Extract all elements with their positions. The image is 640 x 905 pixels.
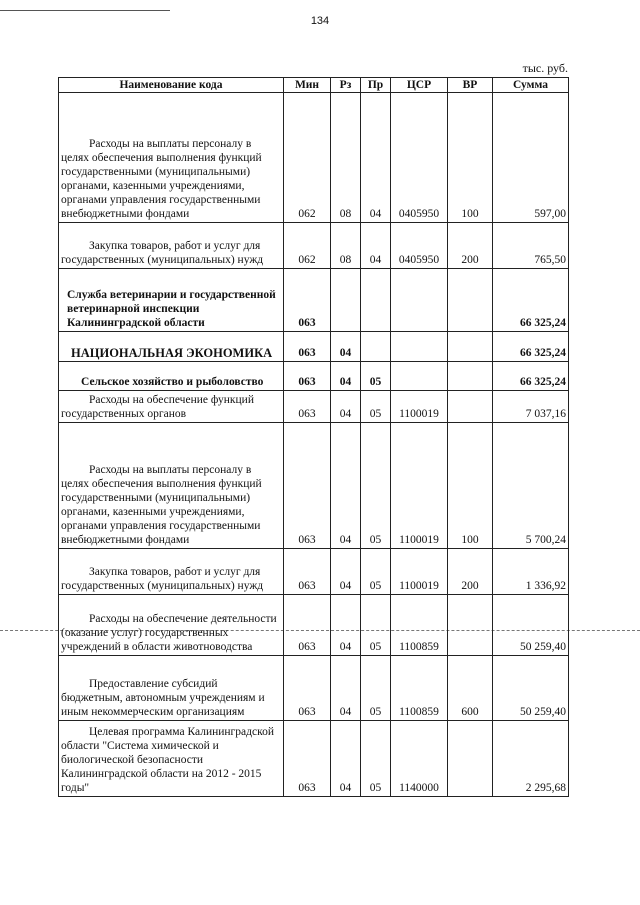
row-rz: 08 [331,93,361,223]
row-csr: 0405950 [391,93,448,223]
row-name-cell [59,223,284,269]
scan-edge-line [0,10,170,11]
col-header-name: Наименование кода [59,78,284,93]
row-pr: 04 [361,223,391,269]
row-name: Расходы на выплаты персоналу в целях обеспечения выполнения функций государственными (муниципальными) органами, казенными учреждениями, органами управления государственными внебюджетными фондами [61,138,262,220]
row-rz: 04 [331,549,361,595]
row-pr: 05 [361,391,391,423]
row-min: 063 [284,269,331,332]
row-csr: 1100859 [391,656,448,721]
row-rz: 04 [331,391,361,423]
row-csr: 1100859 [391,595,448,656]
row-name: Предоставление субсидий бюджетным, автономным учреждениям и иным некоммерческим организациям [61,678,265,718]
row-min: 063 [284,332,331,362]
col-header-vr: ВР [448,78,493,93]
row-min: 063 [284,656,331,721]
row-min: 063 [284,721,331,797]
row-vr [448,269,493,332]
row-pr [361,332,391,362]
row-vr: 600 [448,656,493,721]
col-header-min: Мин [284,78,331,93]
row-rz: 04 [331,423,361,549]
table-row [59,721,569,797]
row-sum: 1 336,92 [493,549,569,595]
row-rz [331,269,361,332]
row-name: Целевая программа Калининградской области "Система химической и биологической безопасности Калининградской области на 2012 - 2015 годы" [61,726,274,794]
row-vr: 200 [448,549,493,595]
row-vr [448,595,493,656]
row-vr [448,721,493,797]
row-pr: 05 [361,721,391,797]
budget-table [58,77,569,797]
row-sum: 7 037,16 [493,391,569,423]
row-name-cell [59,362,284,391]
row-rz: 04 [331,721,361,797]
row-name-cell [59,93,284,223]
row-vr [448,332,493,362]
row-name-cell [59,549,284,595]
row-name: Расходы на обеспечение функций государственных органов [61,394,254,420]
row-pr: 05 [361,362,391,391]
row-csr: 1140000 [391,721,448,797]
table-row [59,93,569,223]
row-sum: 50 259,40 [493,595,569,656]
row-name-cell [59,423,284,549]
row-min: 062 [284,223,331,269]
row-sum: 2 295,68 [493,721,569,797]
row-name-cell [59,656,284,721]
row-csr: 0405950 [391,223,448,269]
row-sum: 597,00 [493,93,569,223]
row-name-cell [59,332,284,362]
row-name: НАЦИОНАЛЬНАЯ ЭКОНОМИКА [71,346,273,360]
row-rz: 04 [331,332,361,362]
row-pr [361,269,391,332]
row-sum: 66 325,24 [493,332,569,362]
row-csr [391,362,448,391]
row-sum: 5 700,24 [493,423,569,549]
table-row [59,595,569,656]
table-row-section-total [59,332,569,362]
units-label: тыс. руб. [522,61,568,75]
col-header-sum: Сумма [493,78,569,93]
row-name-cell [59,269,284,332]
row-min: 063 [284,391,331,423]
row-name: Сельское хозяйство и рыболовство [81,376,264,388]
row-pr: 05 [361,656,391,721]
row-name: Расходы на выплаты персоналу в целях обеспечения выполнения функций государственными (муниципальными) органами, казенными учреждениями, органами управления государственными внебюджетными фондами [61,464,262,546]
col-header-csr: ЦСР [391,78,448,93]
table-row [59,423,569,549]
row-rz: 04 [331,595,361,656]
row-pr: 05 [361,549,391,595]
row-rz: 04 [331,362,361,391]
row-pr: 05 [361,595,391,656]
row-csr: 1100019 [391,549,448,595]
table-row-subsection-total [59,362,569,391]
row-sum: 66 325,24 [493,269,569,332]
row-csr [391,332,448,362]
row-sum: 50 259,40 [493,656,569,721]
table-row [59,549,569,595]
row-vr: 100 [448,423,493,549]
table-header-row [59,78,569,93]
row-pr: 05 [361,423,391,549]
table-row [59,223,569,269]
row-name: Закупка товаров, работ и услуг для государственных (муниципальных) нужд [61,566,264,592]
col-header-rz: Рз [331,78,361,93]
table-row [59,656,569,721]
row-csr [391,269,448,332]
table-row-org-total [59,269,569,332]
row-vr [448,362,493,391]
table-row [59,391,569,423]
col-header-pr: Пр [361,78,391,93]
row-min: 063 [284,595,331,656]
row-rz: 04 [331,656,361,721]
row-pr: 04 [361,93,391,223]
row-name: Закупка товаров, работ и услуг для государственных (муниципальных) нужд [61,240,264,266]
page-number: 134 [310,15,330,27]
row-sum: 66 325,24 [493,362,569,391]
row-sum: 765,50 [493,223,569,269]
row-min: 063 [284,423,331,549]
row-name-cell [59,391,284,423]
row-vr: 200 [448,223,493,269]
row-name-cell [59,721,284,797]
row-vr: 100 [448,93,493,223]
row-min: 062 [284,93,331,223]
row-csr: 1100019 [391,423,448,549]
row-min: 063 [284,362,331,391]
row-min: 063 [284,549,331,595]
row-rz: 08 [331,223,361,269]
row-name: Расходы на обеспечение деятельности (оказание услуг) государственных учреждений в области животноводства [61,613,277,653]
row-name-cell [59,595,284,656]
row-name: Служба ветеринарии и государственной ветеринарной инспекции Калининградской области [67,289,276,329]
row-csr: 1100019 [391,391,448,423]
row-vr [448,391,493,423]
